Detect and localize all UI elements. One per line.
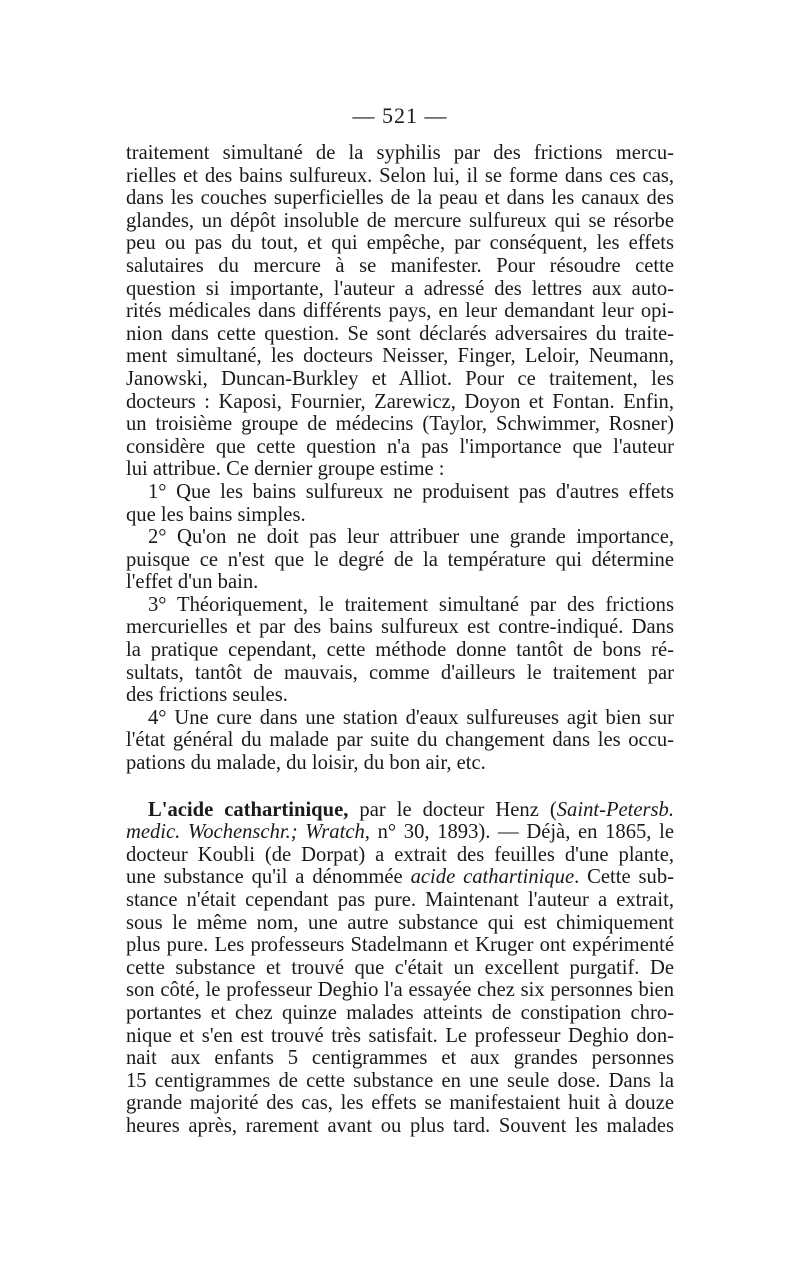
text-line: 4° Une cure dans une station d'eaux sulfureuses agit bien sur [148, 706, 674, 729]
citation-italic: medic. Wochenschr.; Wratch, [126, 821, 370, 844]
text-line: nion dans cette question. Se sont déclarés adversaires du traite- [126, 322, 674, 345]
text-line [126, 821, 674, 844]
text-line: considère que cette question n'a pas l'importance que l'auteur [126, 435, 674, 458]
list-item-1 [126, 481, 674, 526]
text-line: lui attribue. Ce dernier groupe estime : [126, 458, 445, 481]
page-body [126, 142, 674, 1138]
text-line: rielles et des bains sulfureux. Selon lui, il se forme dans ces cas, [126, 164, 674, 187]
text-line: mercurielles et par des bains sulfureux est contre-indiqué. Dans [126, 616, 674, 639]
text-line: l'état général du malade par suite du changement dans les occu- [126, 729, 674, 752]
text-line: docteur Koubli (de Dorpat) a extrait des feuilles d'une plante, [126, 843, 674, 866]
text-line: plus pure. Les professeurs Stadelmann et Kruger ont expérimenté [126, 934, 674, 957]
text-line: que les bains simples. [126, 503, 306, 526]
text-line: 3° Théoriquement, le traitement simultané par des frictions [148, 593, 674, 616]
list-item-2 [126, 526, 674, 594]
citation-italic: Saint-Petersb. [556, 798, 674, 821]
text-line: nait aux enfants 5 centigrammes et aux grandes personnes [126, 1047, 674, 1070]
text-line: stance n'était cependant pas pure. Maintenant l'auteur a extrait, [126, 889, 674, 911]
text-line: des frictions seules. [126, 684, 288, 707]
section-gap [126, 775, 674, 799]
text-line: Janowski, Duncan-Burkley et Alliot. Pour ce traitement, les [126, 367, 674, 390]
text-line: dans les couches superficielles de la peau et dans les canaux des [126, 187, 674, 210]
text-line: sous le même nom, une autre substance qui est chimiquement [126, 911, 674, 934]
text-line [126, 799, 674, 822]
text-line: docteurs : Kaposi, Fournier, Zarewicz, Doyon et Fontan. Enfin, [126, 390, 674, 413]
text-line: 1° Que les bains sulfureux ne produisent pas d'autres effets [148, 480, 674, 503]
text-line: cette substance et trouvé que c'était un excellent purgatif. De [126, 956, 674, 979]
section-heading: L'acide cathartinique, [148, 798, 349, 821]
text-run: par le docteur Henz ( [348, 798, 557, 821]
text-line: peu ou pas du tout, et qui empêche, par conséquent, les effets [126, 232, 674, 255]
text-line: son côté, le professeur Deghio l'a essayée chez six personnes bien [126, 979, 674, 1002]
text-line: 2° Qu'on ne doit pas leur attribuer une grande importance, [148, 526, 674, 549]
text-run: . Cette sub- [574, 866, 674, 889]
paragraph-frictions [126, 142, 674, 481]
text-line: puisque ce n'est que le degré de la température qui détermine [126, 548, 674, 571]
text-line: un troisième groupe de médecins (Taylor, Schwimmer, Rosner) [126, 413, 674, 436]
text-line: salutaires du mercure à se manifester. Pour résoudre cette [126, 254, 674, 277]
text-line: nique et s'en est trouvé très satisfait. Le professeur Deghio don- [126, 1024, 674, 1047]
list-item-3 [126, 594, 674, 707]
text-line: rités médicales dans différents pays, en leur demandant leur opi- [126, 300, 674, 323]
list-item-4 [126, 707, 674, 775]
text-line: l'effet d'un bain. [126, 571, 259, 594]
text-line: question si importante, l'auteur a adressé des lettres aux auto- [126, 277, 674, 300]
text-line: ment simultané, les docteurs Neisser, Finger, Leloir, Neumann, [126, 345, 674, 368]
text-line [126, 866, 674, 889]
page-number: — 521 — [352, 103, 448, 128]
term-italic: acide cathartinique [410, 866, 575, 889]
text-line: pations du malade, du loisir, du bon air, etc. [126, 752, 486, 775]
text-line: glandes, un dépôt insoluble de mercure sulfureux qui se résorbe [126, 209, 674, 232]
text-line: heures après, rarement avant ou plus tard. Souvent les malades [126, 1114, 674, 1137]
text-line: traitement simultané de la syphilis par des frictions mercu- [126, 142, 674, 164]
text-line: la pratique cependant, cette méthode donne tantôt de bons ré- [126, 639, 674, 662]
text-line: portantes et chez quinze malades atteints de constipation chro- [126, 1001, 674, 1024]
text-run: n° 30, 1893). — Déjà, en 1865, le [369, 821, 674, 844]
text-run: une substance qu'il a dénommée [126, 866, 411, 889]
text-line: 15 centigrammes de cette substance en une seule dose. Dans la [126, 1069, 674, 1092]
paragraph-acide-cathartinique [126, 799, 674, 1138]
text-line: sultats, tantôt de mauvais, comme d'ailleurs le traitement par [126, 661, 674, 684]
text-line: grande majorité des cas, les effets se manifestaient huit à douze [126, 1092, 674, 1115]
